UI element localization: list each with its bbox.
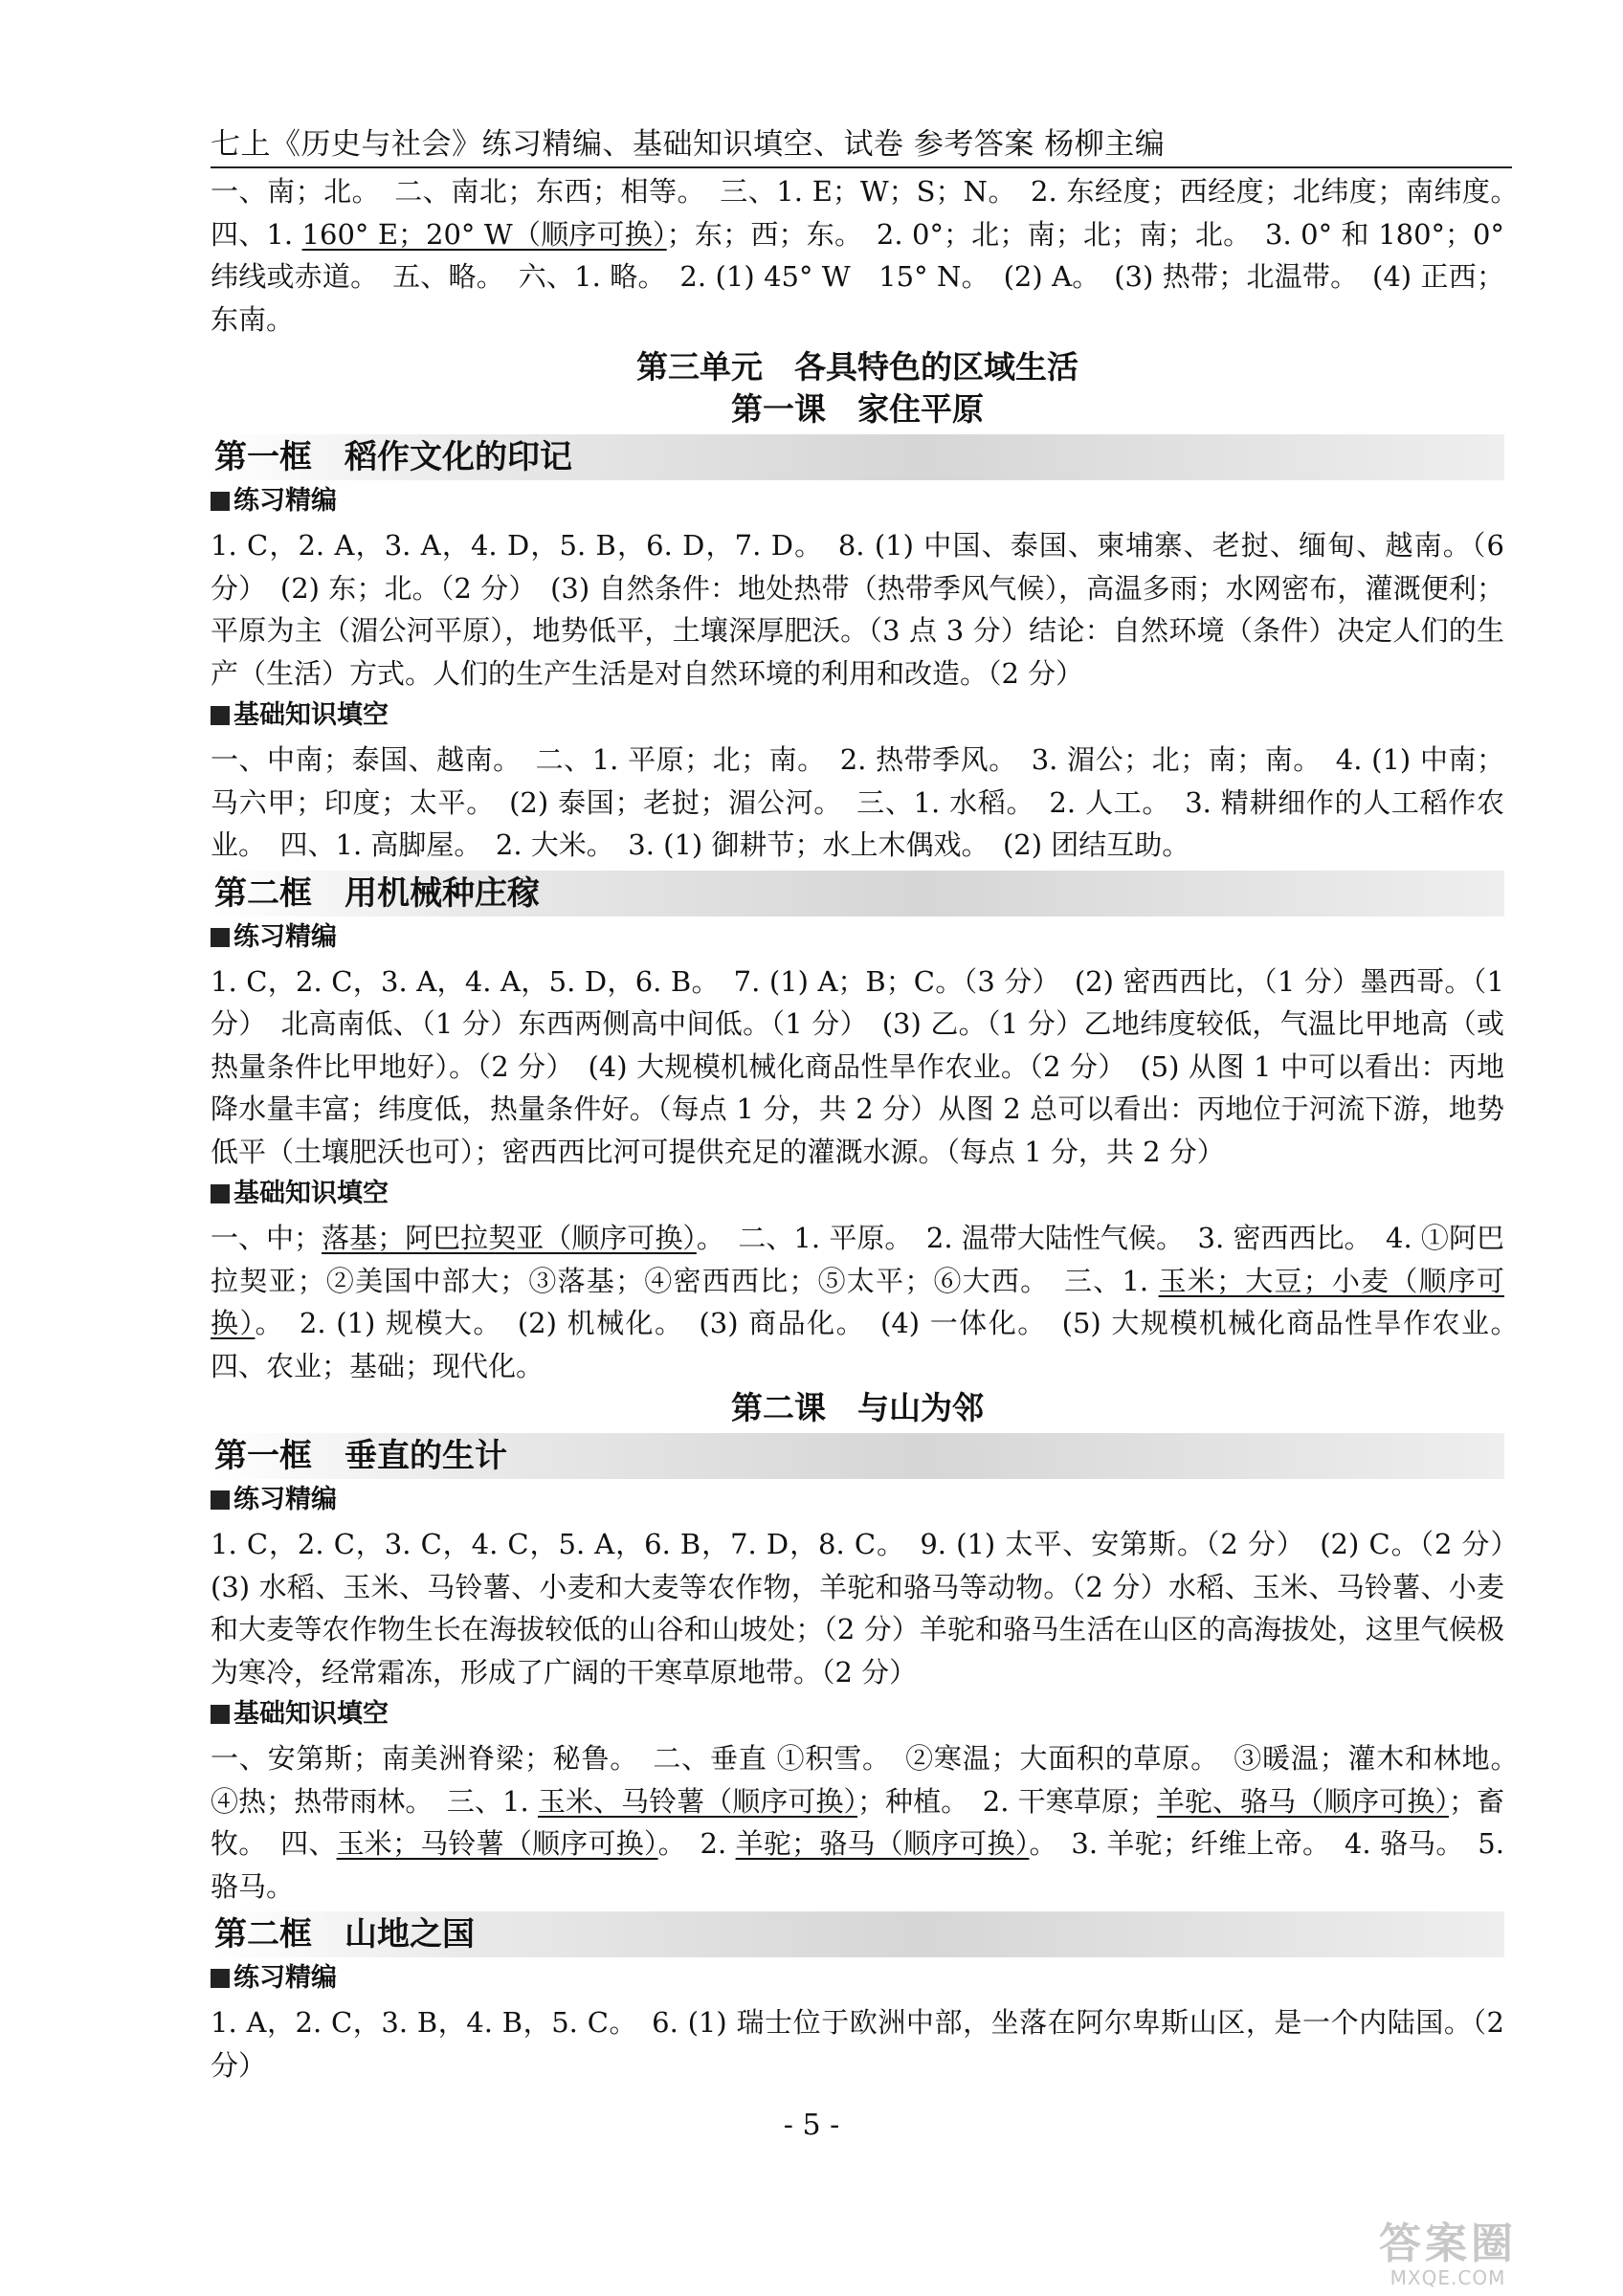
practice-heading (211, 1959, 1504, 1998)
page-header: 七上《历史与社会》练习精编、基础知识填空、试卷 参考答案 杨柳主编 (211, 124, 1512, 168)
practice-answers-rice: 1. C，2. A，3. A，4. D，5. B，6. D，7. D。 8. (1) 中国、泰国、柬埔寨、老挝、缅甸、越南。（6 分） (2) 东；北。（2 分） (3) 自然条件：地处热带（热带季风气候），高温多雨；水网密布，灌溉便利；平原为主（湄公河平原），地势低平，土壤深厚肥沃。（3 点 3 分）结论：自然环境（条件）决定人们的生产（生活）方式。人们的生产生活是对自然环境的利用和改造。（2 分） (211, 529, 1504, 690)
basic-label: 基础知识填空 (233, 1699, 389, 1729)
lesson-2-title: 第二课 与山为邻 (731, 1389, 984, 1426)
basic-underlined: 玉米；大豆；小麦（顺序可换） (211, 1264, 1504, 1339)
basic-label: 基础知识填空 (233, 1179, 389, 1208)
basic-heading (211, 696, 1504, 735)
practice-answers-machinery: 1. C，2. C，3. A，4. A，5. D，6. B。 7. (1) A；B；C。（3 分） (2) 密西西比，（1 分）墨西哥。（1 分） 北高南低、（1 分）东西两侧高中间低。（1 分） (3) 乙。（1 分）乙地纬度较低，气温比甲地高（或热量条件比甲地好）。（2 分） (4) 大规模机械化商品性旱作农业。（2 分） (5) 从图 1 中可以看出：丙地降水量丰富；纬度低，热量条件好。（每点 1 分，共 2 分）从图 2 总可以看出：丙地位于河流下游，地势低平（土壤肥沃也可）；密西西比河可提供充足的灌溉水源。（每点 1 分，共 2 分） (211, 964, 1504, 1168)
lesson-1-title: 第一课 家住平原 (731, 390, 984, 428)
practice-heading (211, 482, 1504, 520)
practice-label: 练习精编 (233, 486, 337, 516)
practice-answers-mountain-country: 1. A，2. C，3. B，4. B，5. C。 6. (1) 瑞士位于欧洲中部，坐落在阿尔卑斯山区，是一个内陆国。（2 分） (211, 2006, 1504, 2082)
intro-answers (211, 170, 1533, 341)
frame-title-vertical: 第一框 垂直的生计 (211, 1433, 1504, 1479)
square-bullet-icon (211, 1705, 230, 1724)
basic-text: 。 2. (1) 规模大。 (2) 机械化。 (3) 商品化。 (4) 一体化。 (5) 大规模机械化商品性旱作农业。 四、农业；基础；现代化。 (211, 1307, 1533, 1382)
site-watermark (1328, 2221, 1567, 2290)
square-bullet-icon (211, 928, 230, 947)
watermark-logo-text: 答案圈 (1379, 2219, 1517, 2268)
page-number: - 5 - (783, 2108, 840, 2142)
practice-label: 练习精编 (233, 921, 337, 952)
basic-answers-machinery (211, 1217, 1533, 1387)
practice-answers-vertical: 1. C，2. C，3. C，4. C，5. A，6. B，7. D，8. C。 9. (1) 太平、安第斯。（2 分） (2) C。（2 分） (3) 水稻、玉米、马铃薯、小麦和大麦等农作物，羊驼和骆马等动物。（2 分）水稻、玉米、马铃薯、小麦和大麦等农作物生长在海拔较低的山谷和山坡处；（2 分）羊驼和骆马生活在山区的高海拔处，这里气候极为寒冷，经常霜冻，形成了广阔的干寒草原地带。（2 分） (211, 1528, 1533, 1689)
square-bullet-icon (211, 1184, 230, 1203)
page-content (211, 170, 1533, 2086)
intro-text-1: 一、南；北。 二、南北；东西；相等。 三、1. E；W；S；N。 2. 东经度；西经度；北纬度；南纬度。 四、1. (211, 175, 1533, 251)
square-bullet-icon (211, 1969, 230, 1988)
basic-label: 基础知识填空 (233, 700, 389, 730)
square-bullet-icon (211, 492, 230, 511)
square-bullet-icon (211, 1490, 230, 1510)
basic-underlined: 羊驼；骆马（顺序可换） (735, 1827, 1030, 1860)
square-bullet-icon (211, 706, 230, 725)
basic-heading (211, 1175, 1504, 1213)
basic-underlined: 落基；阿巴拉契亚（顺序可换） (322, 1222, 697, 1254)
practice-heading (211, 918, 1504, 957)
frame-title-machinery: 第二框 用机械种庄稼 (211, 871, 1504, 916)
basic-answers-vertical (211, 1737, 1533, 1908)
basic-text: ；畜牧。 四、 (211, 1784, 1504, 1860)
practice-heading (211, 1481, 1504, 1519)
basic-text: 一、中； (211, 1222, 322, 1254)
frame-title-mountain-country: 第二框 山地之国 (211, 1911, 1504, 1957)
basic-text: 。 2. (657, 1827, 736, 1860)
basic-underlined: 玉米；马铃薯（顺序可换） (336, 1827, 658, 1860)
basic-underlined: 玉米、马铃薯（顺序可换） (537, 1784, 858, 1818)
practice-label: 练习精编 (233, 1963, 337, 1993)
practice-label: 练习精编 (233, 1485, 337, 1514)
frame-title-rice: 第一框 稻作文化的印记 (211, 434, 1504, 480)
basic-heading (211, 1695, 1504, 1733)
unit-title: 第三单元 各具特色的区域生活 (636, 348, 1078, 386)
intro-text-2: ；东；西；东。 2. 0°；北；南；北；南；北。 3. 0° 和 180°；0° 纬线或赤道。 五、略。 六、1. 略。 2. (1) 45° W 15° N。 (2) A。 (3) 热带；北温带。 (4) 正西；东南。 (211, 217, 1505, 336)
basic-text: 。 二、1. 平原。 2. 温带大陆性气候。 3. 密西西比。 4. ①阿巴拉契亚；②美国中部大；③落基；④密西西比；⑤太平；⑥大西。 三、1. (211, 1222, 1504, 1297)
intro-underlined-1: 160° E；20° W（顺序可换） (301, 217, 667, 251)
basic-answers-rice: 一、中南；泰国、越南。 二、1. 平原；北；南。 2. 热带季风。 3. 湄公；北；南；南。 4. (1) 中南；马六甲；印度；太平。 (2) 泰国；老挝；湄公河。 三、1. 水稻。 2. 人工。 3. 精耕细作的人工稻作农业。 四、1. 高脚屋。 2. 大米。 3. (1) 御耕节；水上木偶戏。 (2) 团结互助。 (211, 743, 1504, 861)
basic-underlined: 羊驼、骆马（顺序可换） (1156, 1784, 1449, 1818)
basic-text: 一、安第斯；南美洲脊梁；秘鲁。 二、垂直 ①积雪。 ②寒温；大面积的草原。 ③暖温；灌木和林地。 ④热；热带雨林。 三、1. (211, 1742, 1533, 1818)
watermark-url-text: MXQE.COM (1390, 2266, 1506, 2289)
basic-text: ；种植。 2. 干寒草原； (857, 1784, 1157, 1818)
basic-text: 。 3. 羊驼；纤维上帝。 4. 骆马。 5. 骆马。 (211, 1827, 1504, 1903)
